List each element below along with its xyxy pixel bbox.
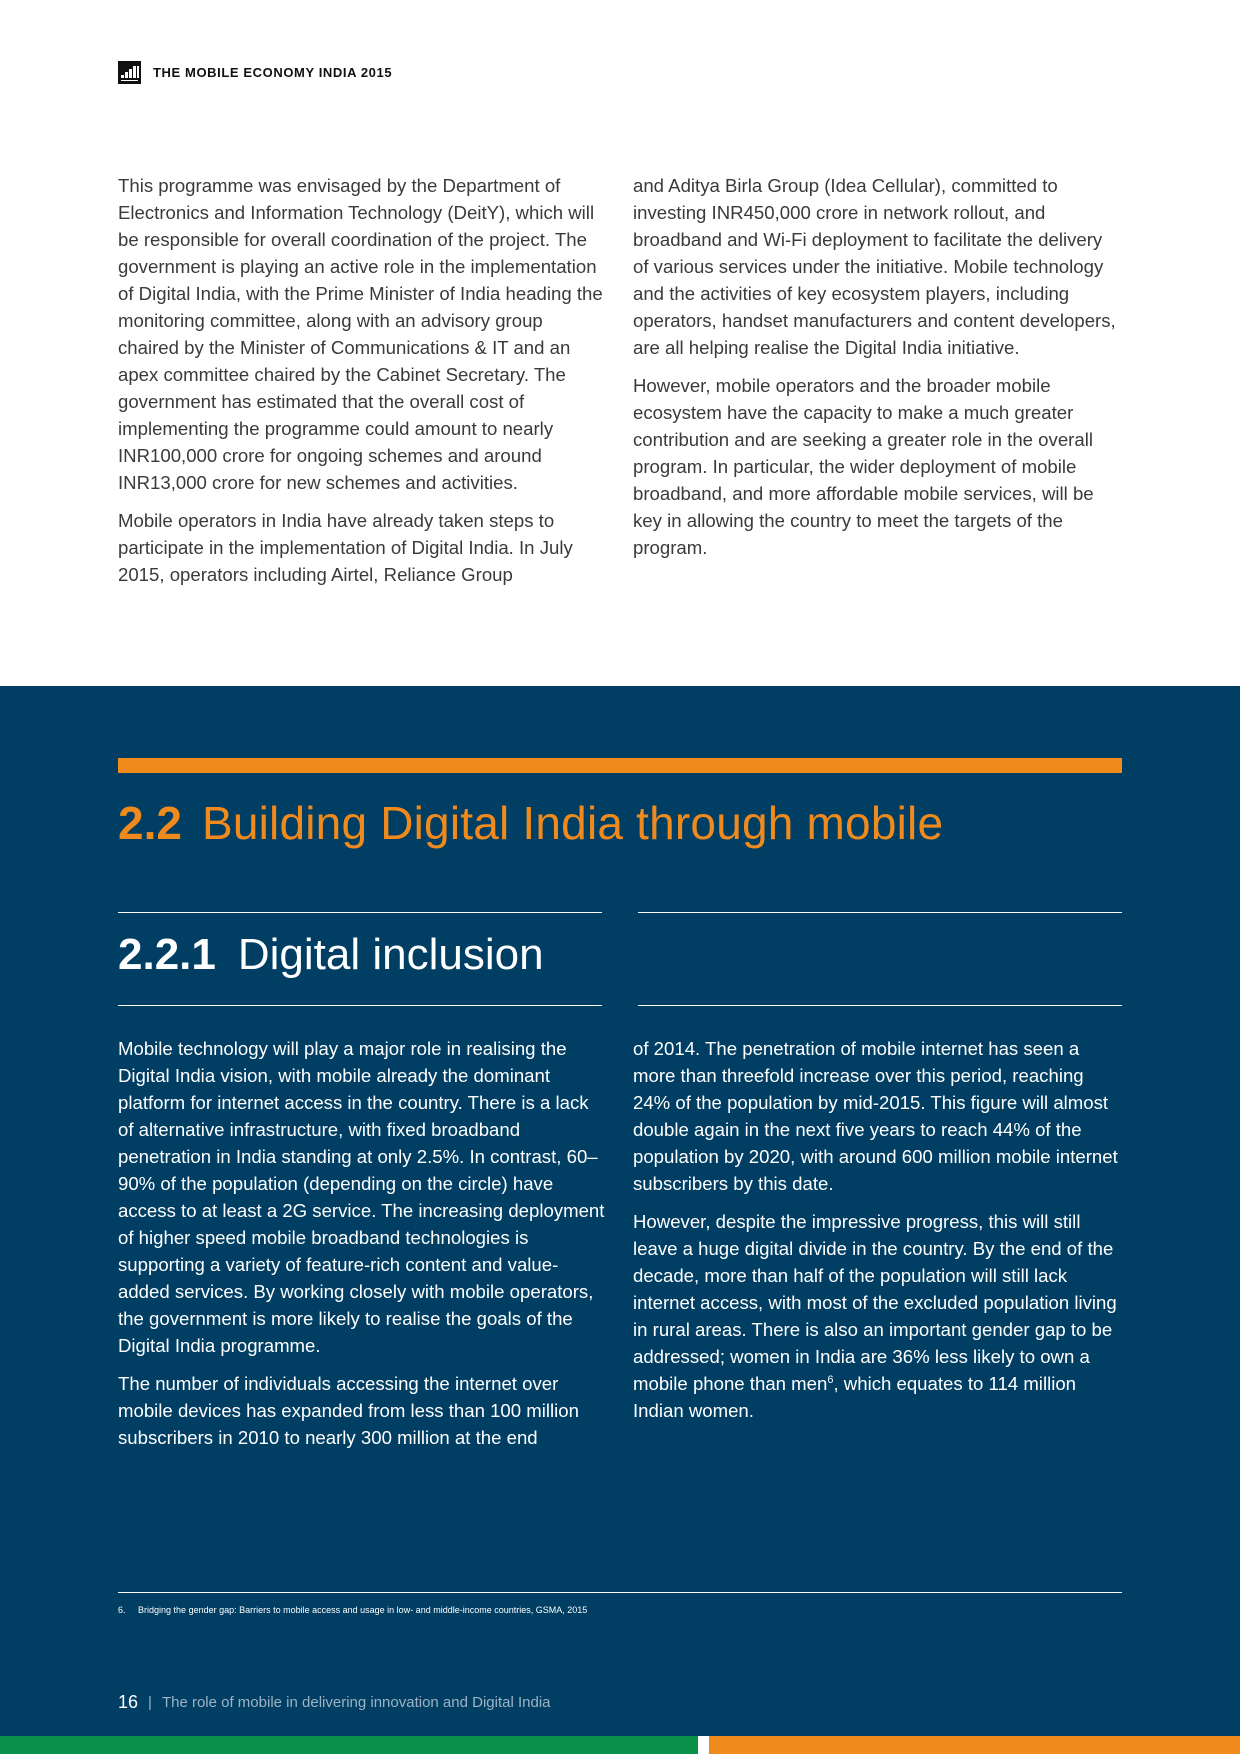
intro-left-paragraph-1: This programme was envisaged by the Department of Electronics and Information Technology (DeitY), which will be responsible for overall coordination of the project. The government is playing an active role in the implementation of Digital India, with the Prime Minister of India heading the monitoring committee, along with an advisory group chaired by the Minister of Communications & IT and an apex committee chaired by the Cabinet Secretary. The government has estimated that the overall cost of implementing the programme could amount to nearly INR100,000 crore for ongoing schemes and around INR13,000 crore for new schemes and activities. <box>118 175 603 493</box>
page-number: 16 <box>118 1692 139 1712</box>
intro-right-column <box>633 172 1121 572</box>
section-title: Building Digital India through mobile <box>201 797 944 849</box>
inclusion-left-paragraph-1: Mobile technology will play a major role in realising the Digital India vision, with mobile already the dominant platform for internet access in the country. There is a lack of alternative infrastructure, with fixed broadband penetration in India standing at only 2.5%. In contrast, 60–90% of the population (depending on the circle) have access to at least a 2G service. The increasing deployment of higher speed mobile broadband technologies is supporting a variety of feature-rich content and value-added services. By working closely with mobile operators, the government is more likely to realise the goals of the Digital India programme. <box>118 1038 605 1356</box>
section-number: 2.2 <box>118 797 182 849</box>
footnote-text: Bridging the gender gap: Barriers to mobile access and usage in low- and middle-income countries, GSMA, 2015 <box>138 1605 588 1615</box>
gsma-logo-icon <box>118 61 141 84</box>
intro-right-paragraph-2: However, mobile operators and the broader mobile ecosystem have the capacity to make a much greater contribution and are seeking a greater role in the overall program. In particular, the wider deployment of mobile broadband, and more affordable mobile services, will be key in allowing the country to meet the targets of the program. <box>633 375 1094 558</box>
footer-stripe-orange <box>709 1736 1240 1754</box>
page-header <box>118 60 392 84</box>
subsection-rule-top-left <box>118 912 602 913</box>
intro-right-paragraph-1: and Aditya Birla Group (Idea Cellular), committed to investing INR450,000 crore in network rollout, and broadband and Wi-Fi deployment to facilitate the delivery of various services under the initiative. Mobile technology and the activities of key ecosystem players, including operators, handset manufacturers and content developers, are all helping realise the Digital India initiative. <box>633 175 1116 358</box>
inclusion-left-column <box>118 1035 608 1462</box>
intro-left-paragraph-2: Mobile operators in India have already taken steps to participate in the implementation of Digital India. In July 2015, operators including Airtel, Reliance Group <box>118 510 573 585</box>
publication-title: THE MOBILE ECONOMY INDIA 2015 <box>153 64 393 80</box>
intro-left-column <box>118 172 606 599</box>
footnote-divider <box>118 1592 1122 1593</box>
inclusion-left-paragraph-2: The number of individuals accessing the internet over mobile devices has expanded from less than 100 million subscribers in 2010 to nearly 300 million at the end <box>118 1373 579 1448</box>
footnote-reference[interactable]: 6 <box>827 1373 834 1386</box>
page-footer <box>118 1692 551 1713</box>
inclusion-right-paragraph-2 <box>633 1208 1123 1424</box>
footnote <box>118 1605 587 1615</box>
footnote-number: 6. <box>118 1605 126 1615</box>
subsection-title: Digital inclusion <box>237 930 544 979</box>
subsection-heading <box>118 930 544 990</box>
footer-separator: | <box>148 1694 152 1711</box>
section-heading <box>118 796 943 860</box>
inclusion-right-paragraph-1: of 2014. The penetration of mobile internet has seen a more than threefold increase over this period, reaching 24% of the population by mid-2015. This figure will almost double again in the next five years to reach 44% of the population by 2020, with around 600 million mobile internet subscribers by this date. <box>633 1038 1118 1194</box>
footer-caption: The role of mobile in delivering innovation and Digital India <box>161 1694 551 1711</box>
inclusion-right-paragraph-2-tail: , which equates to 114 million Indian women. <box>633 1373 1077 1421</box>
subsection-number: 2.2.1 <box>118 930 216 979</box>
subsection-rule-bottom-right <box>638 1005 1122 1006</box>
section-accent-bar <box>118 758 1122 773</box>
inclusion-right-paragraph-2-text: However, despite the impressive progress, this will still leave a huge digital divide in the country. By the end of the decade, more than half of the population will still lack internet access, with most of the excluded population living in rural areas. There is also an important gender gap to be addressed; women in India are 36% less likely to own a mobile phone than men <box>633 1211 1117 1394</box>
footer-stripe-green <box>0 1736 698 1754</box>
inclusion-right-column <box>633 1035 1123 1435</box>
subsection-rule-top-right <box>638 912 1122 913</box>
subsection-rule-bottom-left <box>118 1005 602 1006</box>
